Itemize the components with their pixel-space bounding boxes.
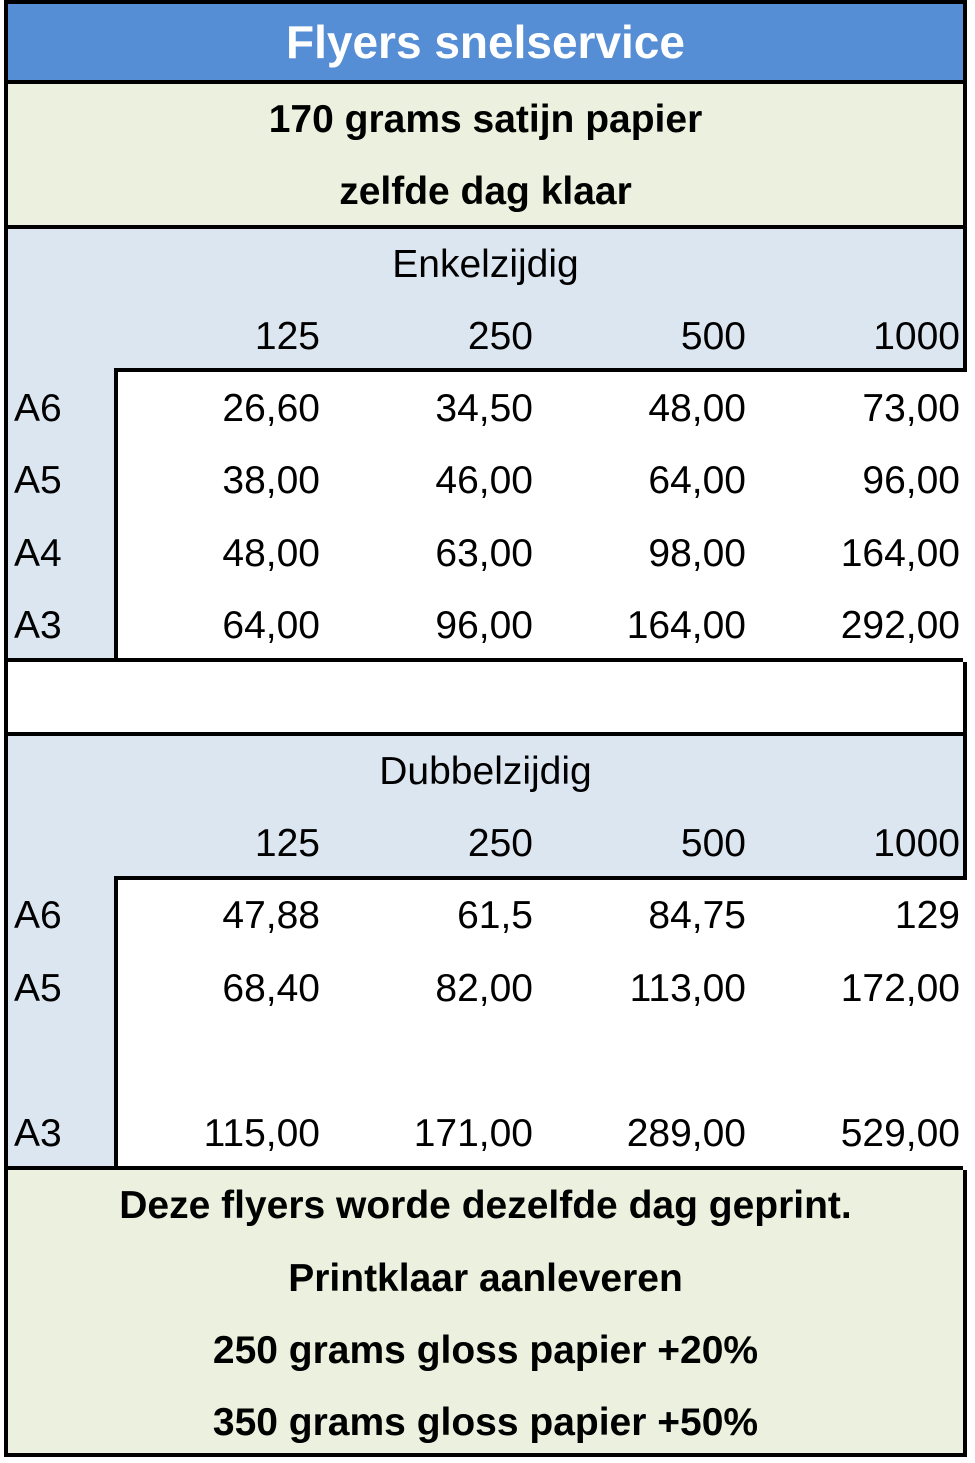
row-label: A6 [14, 894, 62, 937]
column-header: 500 [680, 315, 746, 358]
price-cell: 529,00 [840, 1112, 960, 1155]
price-cell: 64,00 [648, 459, 746, 502]
column-header: 125 [254, 822, 320, 865]
price-cell: 113,00 [629, 967, 746, 1010]
footer-line: Printklaar aanleveren [288, 1257, 683, 1300]
price-cell [114, 1025, 320, 1097]
column-header: 250 [467, 315, 533, 358]
price-cell: 84,75 [648, 894, 746, 937]
column-header: 1000 [873, 822, 960, 865]
footer-line: 350 grams gloss papier +50% [212, 1401, 759, 1444]
footer-line: 250 grams gloss papier +20% [212, 1329, 759, 1372]
price-cell: 164,00 [626, 604, 746, 647]
row-label [8, 1025, 114, 1097]
row-label: A3 [14, 1112, 62, 1155]
price-cell: 48,00 [222, 532, 320, 575]
price-cell [746, 1025, 960, 1097]
price-cell: 26,60 [222, 387, 320, 430]
price-cell: 64,00 [222, 604, 320, 647]
section-heading-double-sided: Dubbelzijdig [379, 750, 592, 793]
price-cell: 98,00 [648, 532, 746, 575]
price-cell: 61,5 [457, 894, 533, 937]
price-cell: 289,00 [626, 1112, 746, 1155]
price-cell: 63,00 [435, 532, 533, 575]
header-line-paper: 170 grams satijn papier [268, 98, 703, 141]
sheet-title: Flyers snelservice [8, 4, 963, 84]
price-cell: 48,00 [648, 387, 746, 430]
price-cell: 73,00 [862, 387, 960, 430]
price-cell: 129 [894, 894, 960, 937]
price-cell: 38,00 [222, 459, 320, 502]
divider [8, 658, 963, 662]
column-header: 250 [467, 822, 533, 865]
price-cell [533, 1025, 746, 1097]
price-cell: 171,00 [413, 1112, 533, 1155]
price-cell: 47,88 [222, 894, 320, 937]
column-header: 500 [680, 822, 746, 865]
price-cell: 46,00 [435, 459, 533, 502]
price-cell: 292,00 [840, 604, 960, 647]
column-header: 125 [254, 315, 320, 358]
price-sheet [4, 0, 967, 1457]
price-cell: 96,00 [435, 604, 533, 647]
price-cell: 96,00 [862, 459, 960, 502]
row-label: A4 [14, 532, 62, 575]
row-label: A5 [14, 967, 62, 1010]
section-heading-single-sided: Enkelzijdig [392, 243, 579, 286]
row-label: A5 [14, 459, 62, 502]
row-label: A6 [14, 387, 62, 430]
footer-line: Deze flyers worde dezelfde dag geprint. [119, 1184, 852, 1227]
header-line-same-day: zelfde dag klaar [339, 170, 632, 213]
row-label: A3 [14, 604, 62, 647]
column-header: 1000 [873, 315, 960, 358]
price-cell [320, 1025, 533, 1097]
price-cell: 164,00 [840, 532, 960, 575]
price-cell: 34,50 [435, 387, 533, 430]
price-cell: 115,00 [203, 1112, 320, 1155]
price-cell: 82,00 [435, 967, 533, 1010]
price-cell: 68,40 [222, 967, 320, 1010]
price-cell: 172,00 [840, 967, 960, 1010]
